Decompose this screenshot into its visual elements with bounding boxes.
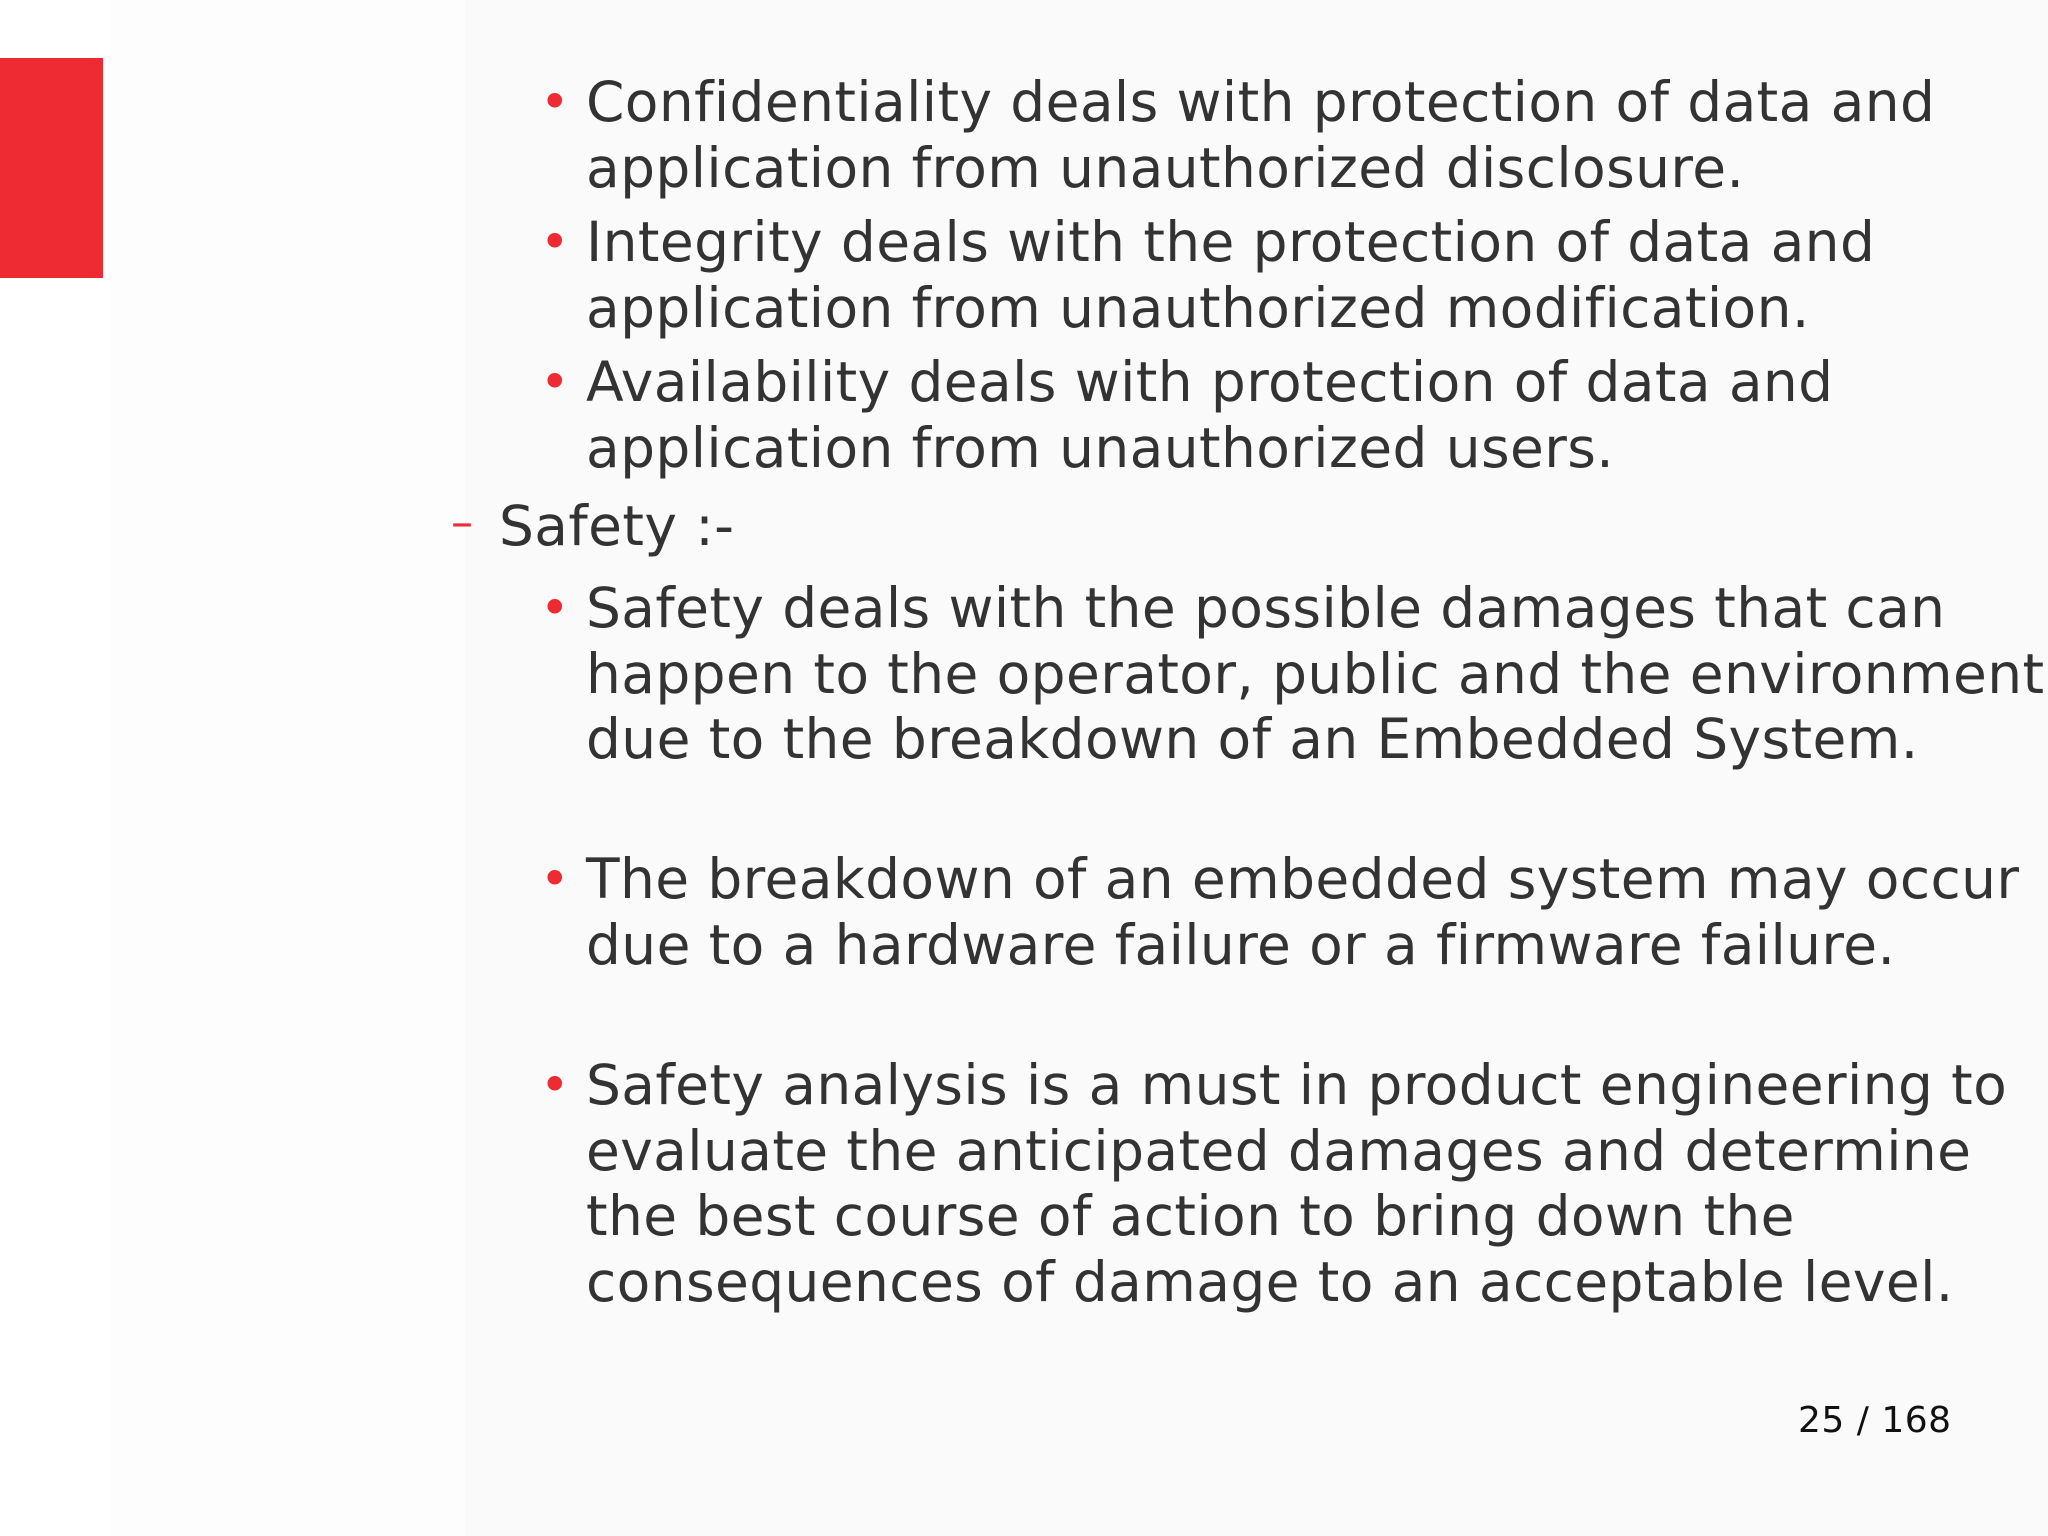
bullet-icon: • [540, 353, 570, 411]
dash-icon: – [451, 497, 474, 548]
bullet-icon: • [540, 850, 570, 908]
accent-bar [0, 58, 103, 278]
bullet-item [540, 210, 2046, 341]
bullet-icon: • [540, 73, 570, 131]
bullet-item [540, 847, 2046, 978]
bullet-text: The breakdown of an embedded system may occur due to a hardware failure or a firmware failure. [586, 847, 2020, 977]
bullet-icon: • [540, 1056, 570, 1114]
bullet-text: Confidentiality deals with protection of data and application from unauthorized disclosure. [586, 70, 1936, 200]
bullet-icon: • [540, 579, 570, 637]
bullet-text: Safety analysis is a must in product engineering to evaluate the anticipated damages and determine the best course of action to bring down the consequences of damage to an acceptable level. [586, 1053, 2008, 1314]
bullet-text: Availability deals with protection of data and application from unauthorized users. [586, 350, 1834, 480]
bullet-item [540, 70, 2046, 201]
bullet-icon: • [540, 213, 570, 271]
bullet-text: Safety deals with the possible damages that can happen to the operator, public and the environment due to the breakdown of an Embedded System. [586, 576, 2045, 771]
section-heading [451, 494, 1999, 560]
bullet-item [540, 350, 2046, 481]
page-number: 25 / 168 [1798, 1400, 1952, 1441]
bullet-item [540, 1053, 2046, 1315]
bullet-text: Integrity deals with the protection of data and application from unauthorized modification. [586, 210, 1876, 340]
section-title: Safety :- [499, 494, 735, 558]
bullet-item [540, 576, 2046, 773]
